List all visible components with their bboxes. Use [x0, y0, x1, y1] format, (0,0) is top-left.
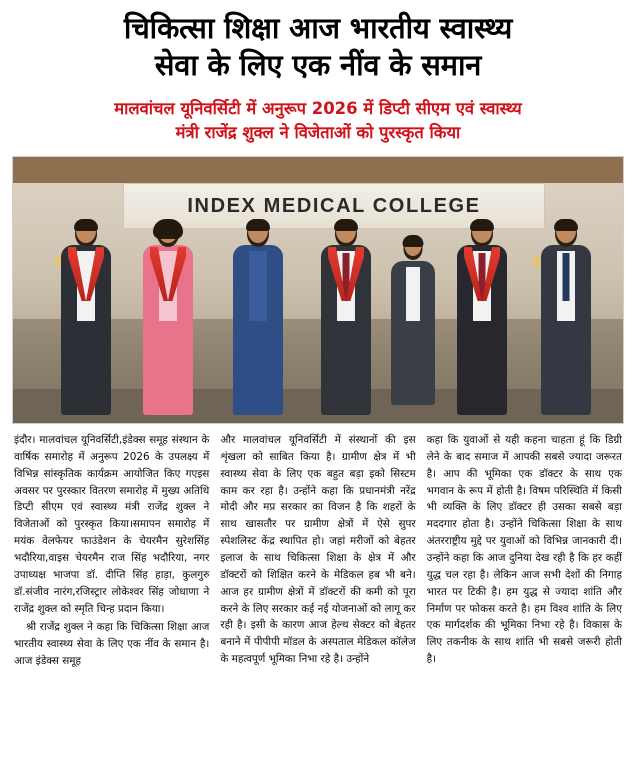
subheadline: [12, 94, 624, 149]
person-4: [315, 221, 377, 417]
headline-line-2: सेवा के लिए एक नींव के समान: [154, 48, 482, 83]
article-paragraph: कहा कि युवाओं से यही कहना चाहता हूं कि डिग्री लेने के बाद समाज में आपकी सबसे ज्यादा जरूरत है। आप की भूमिका एक डॉक्टर के साथ एक भगवान के रूप में होती है। विषम परिस्थिति में किसी भी व्यक्ति के लिए डॉक्टर ही उसका सबसे बड़ा मददगार होता है। उन्होंने चिकित्सा शिक्षा के साथ अंतरराष्ट्रीय मुद्दे पर युवाओं को विभिन्न जानकारी दी। उन्होंने कहा कि आज दुनिया देख रही है कि हर कहीं युद्ध चल रहा है। लेकिन आज सभी देशों की निगाह भारत पर टिकी है। हम युद्ध से ज्यादा शांति और निर्माण पर फोकस करते है। हम विश्व शांति के लिए एक मार्गदर्शक की भूमिका निभा रहे है। विकास के लिए तकनीक के साथ शांति भी सबसे जरूरी होती है।: [426, 434, 622, 666]
headline-line-1: चिकित्सा शिक्षा आज भारतीय स्वास्थ्य: [123, 11, 513, 45]
person-7: [535, 221, 597, 417]
person-6: [451, 221, 513, 417]
person-3: [227, 221, 289, 417]
article-column-2: [220, 432, 415, 672]
photo-wall-band: [13, 157, 623, 183]
article-paragraph: श्री राजेंद्र शुक्ल ने कहा कि चिकित्सा शिक्षा आज भारतीय स्वास्थ्य सेवा के लिए एक नींव के समान है। आज इंडेक्स समूह: [14, 621, 210, 668]
article-photo: [12, 156, 624, 424]
page-title: [10, 6, 626, 86]
subheadline-line-2: मंत्री राजेंद्र शुक्ल ने विजेताओं को पुरस्कृत किया: [175, 123, 461, 143]
person-2: [137, 221, 199, 417]
college-banner-text: INDEX MEDICAL COLLEGE: [187, 194, 481, 217]
article-paragraph: इंदौर। मालवांचल यूनिवर्सिटी,इंडेक्स समूह संस्थान के वार्षिक समारोह में अनुरूप 2026 के उपलक्ष्य में विभिन्न सांस्कृतिक कार्यक्रम आयोजित किए गएइस अवसर पर पुरस्कार वितरण समारोह में मुख्य अतिथि डिप्टी सीएम एवं स्वास्थ्य मंत्री राजेंद्र शुक्ल ने विजेताओं को पुरस्कृत किया।समापन समारोह में मयंक वेलफेयर फाउंडेशन के चेयरमैन सुरेशसिंह भदौरिया,वाइस चेयरमैन राज सिंह भदौरिया, नगर उपाध्यक्ष भाजपा डॉ. दीप्ति सिंह हाड़ा, कुलगुरु डॉ.संजीव नारंग,रजिस्ट्रार लोकेश्वर सिंह जोधाणा ने राजेंद्र शुक्ल को स्मृति चिन्ह प्रदान किया।: [14, 434, 210, 615]
photo-scene: [13, 157, 623, 423]
person-1: [55, 221, 117, 417]
article-column-3: [427, 432, 622, 672]
article-body: [14, 432, 622, 672]
subheadline-line-1: मालवांचल यूनिवर्सिटी में अनुरूप 2026 में डिप्टी सीएम एवं स्वास्थ्य: [114, 99, 522, 119]
article-column-1: [14, 432, 209, 672]
article-paragraph: और मालवांचल यूनिवर्सिटी में संस्थानों की इस शृंखला को साबित किया है। ग्रामीण क्षेत्र में भी स्वास्थ्य सेवा के लिए एक बहुत बड़ा इको सिस्टम काम कर रहा है। उन्होंने कहा कि प्रधानमंत्री नरेंद्र मोदी और मप्र सरकार का विजन है कि शहरों के साथ खासतौर पर ग्रामीण क्षेत्रों में ऐसे सुपर स्पेशलिस्ट केंद्र स्थापित हो। जहां मरीजों को बेहतर इलाज के साथ चिकित्सा शिक्षा के क्षेत्र में और डॉक्टरों को शिक्षित करने के मेडिकल हब भी बने। आज हर ग्रामीण क्षेत्रों में डॉक्टरों की कमी को पूरा करने के लिए सरकार कई नई योजनाओं को लागू कर रही है। इसी के कारण आज हेल्थ सेक्टर को बेहतर बनाने में पीपीपी मॉडल के अस्पताल मेडिकल कॉलेज के महत्वपूर्ण भूमिका निभा रहे है। उन्होंने: [220, 434, 416, 666]
person-5: [387, 237, 439, 405]
